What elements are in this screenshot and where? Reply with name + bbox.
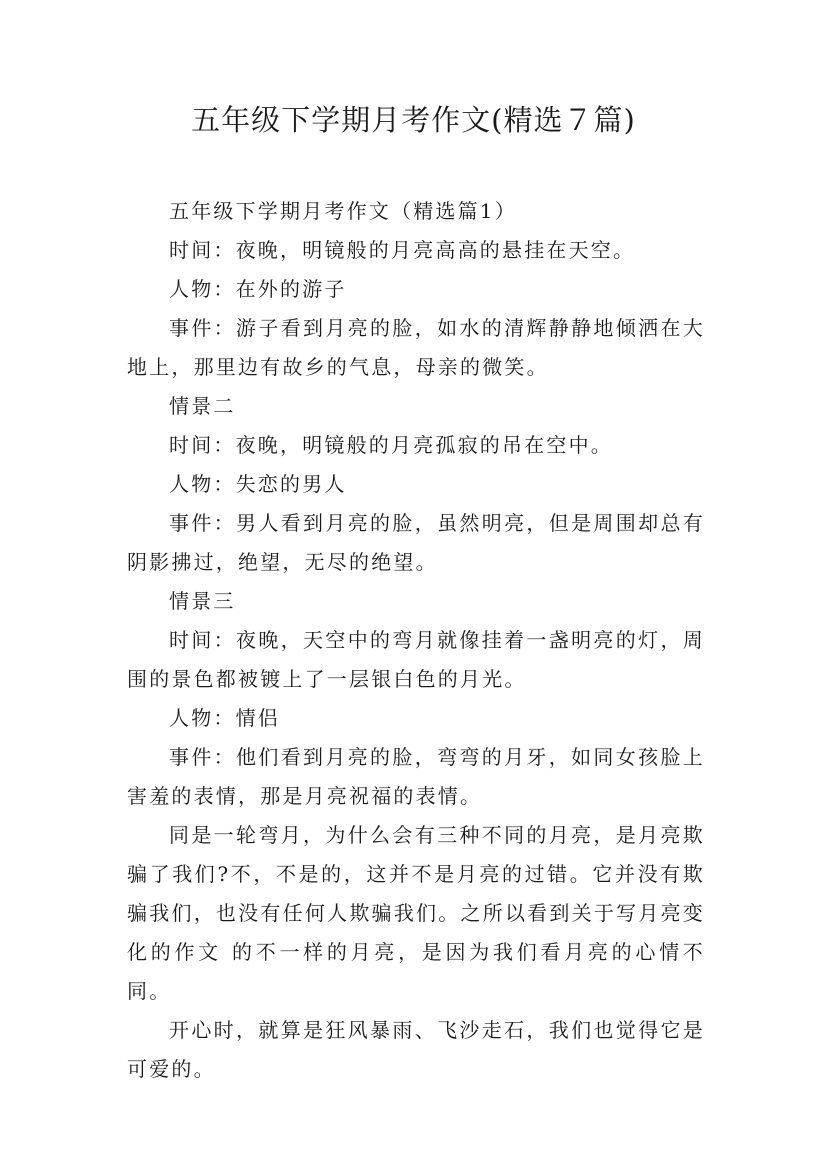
paragraph: 事件：他们看到月亮的脸，弯弯的月牙，如同女孩脸上害羞的表情，那是月亮祝福的表情。 xyxy=(127,745,705,808)
paragraph: 时间：夜晚，明镜般的月亮高高的悬挂在天空。 xyxy=(169,238,636,262)
section-heading: 情景二 xyxy=(169,394,236,418)
paragraph: 开心时，就算是狂风暴雨、飞沙走石，我们也觉得它是可爱的。 xyxy=(127,1018,705,1081)
paragraph: 时间：夜晚，明镜般的月亮孤寂的吊在空中。 xyxy=(169,433,613,457)
paragraph: 事件：男人看到月亮的脸，虽然明亮，但是周围却总有阴影拂过，绝望，无尽的绝望。 xyxy=(127,511,705,574)
document-body xyxy=(127,192,705,1089)
paragraph-subtitle: 五年级下学期月考作文（精选篇1） xyxy=(169,199,517,223)
document-title: 五年级下学期月考作文(精选７篇) xyxy=(191,103,636,137)
section-heading: 情景三 xyxy=(169,589,236,613)
paragraph: 人物：情侣 xyxy=(169,706,280,730)
paragraph: 时间：夜晚，天空中的弯月就像挂着一盏明亮的灯，周围的景色都被镀上了一层银白色的月光。 xyxy=(127,628,705,691)
paragraph: 同是一轮弯月，为什么会有三种不同的月亮，是月亮欺骗了我们?不，不是的，这并不是月亮的过错。它并没有欺骗我们，也没有任何人欺骗我们。之所以看到关于写月亮变化的作文 的不一样的月亮，是因为我们看月亮的心情不同。 xyxy=(127,823,705,1003)
paragraph: 人物：失恋的男人 xyxy=(169,472,347,496)
paragraph: 人物：在外的游子 xyxy=(169,277,347,301)
paragraph: 事件：游子看到月亮的脸，如水的清辉静静地倾洒在大地上，那里边有故乡的气息，母亲的微笑。 xyxy=(127,316,705,379)
